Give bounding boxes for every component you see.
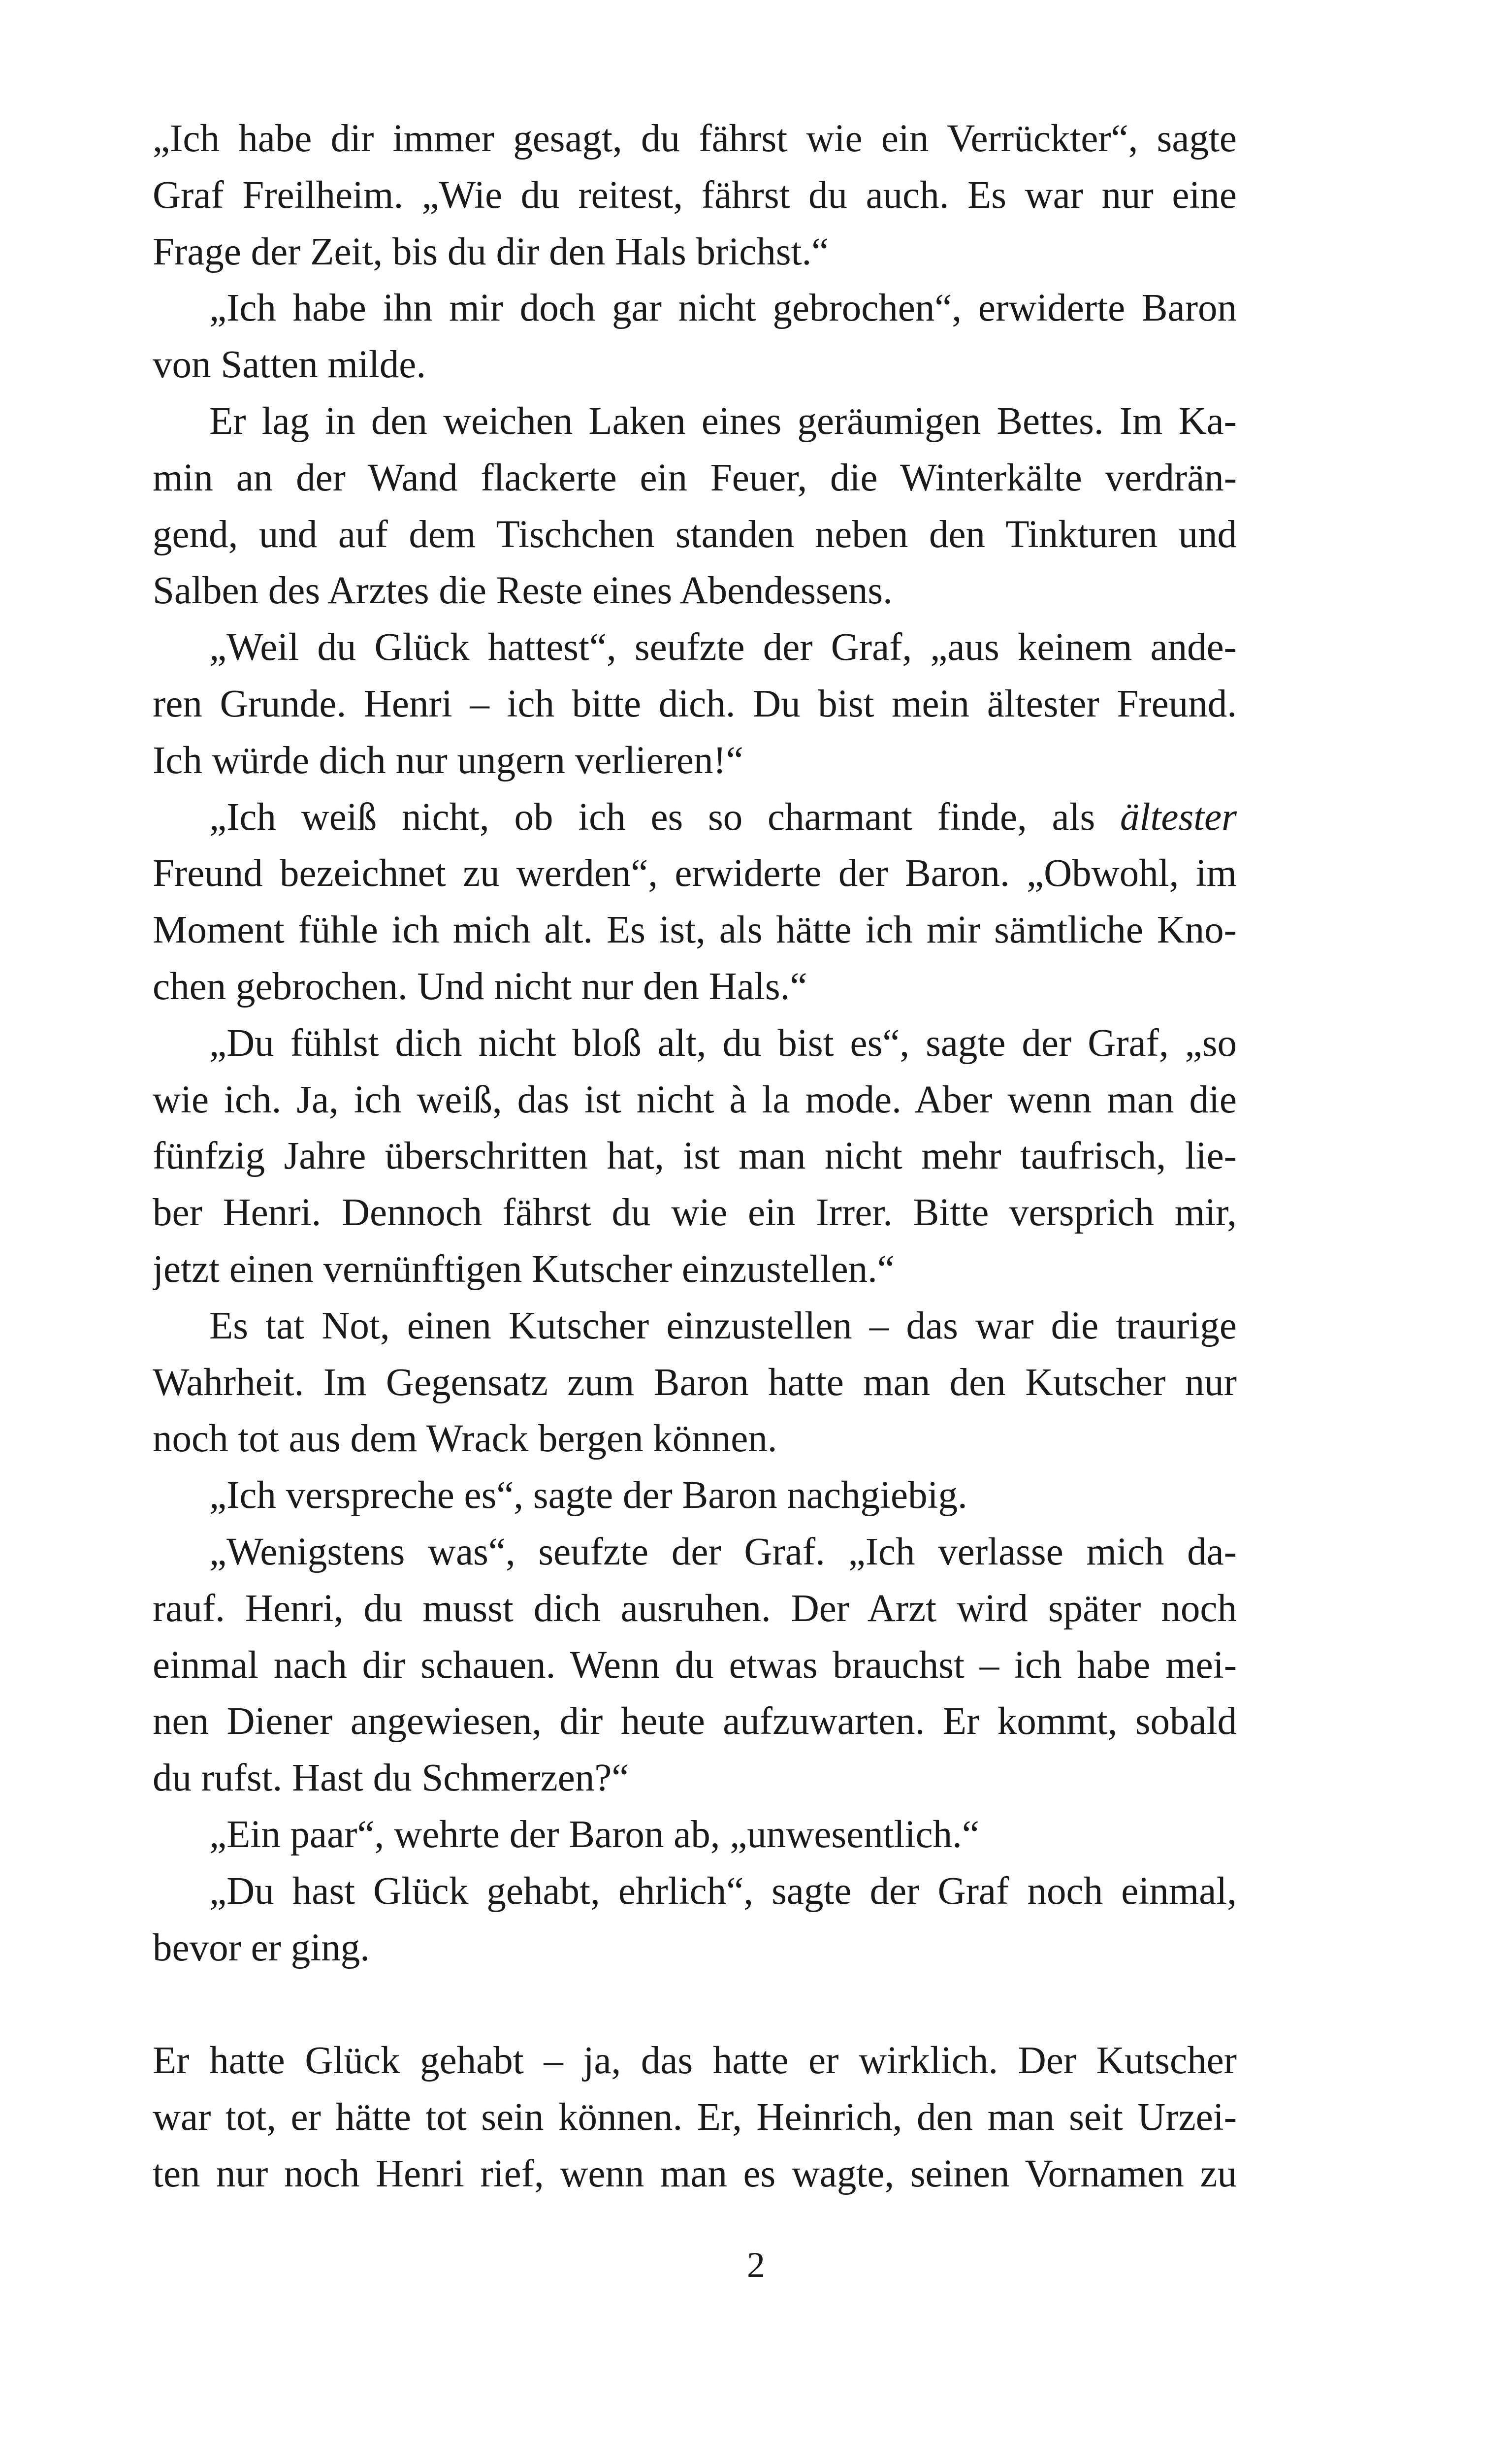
text-line: du rufst. Hast du Schmerzen?“ bbox=[153, 1757, 629, 1800]
text-line: Er lag in den weichen Laken eines geräumigen Bettes. Im Ka- bbox=[209, 399, 1237, 443]
text-line: Salben des Arztes die Reste eines Abendessens. bbox=[153, 569, 893, 613]
paragraph bbox=[153, 789, 1237, 1015]
text-line: Graf Freilheim. „Wie du reitest, fährst du auch. Es war nur eine bbox=[153, 173, 1237, 217]
paragraph bbox=[153, 1298, 1237, 1467]
emphasized-word: ältester bbox=[1120, 795, 1237, 839]
section-break bbox=[153, 1976, 1237, 2033]
text-line: war tot, er hätte tot sein können. Er, Heinrich, den man seit Urzei- bbox=[153, 2095, 1237, 2139]
text-line: „Weil du Glück hattest“, seufzte der Graf, „aus keinem ande- bbox=[209, 626, 1237, 669]
paragraph bbox=[153, 393, 1237, 619]
text-line: einmal nach dir schauen. Wenn du etwas brauchst – ich habe mei- bbox=[153, 1643, 1237, 1687]
text-line: ren Grunde. Henri – ich bitte dich. Du bist mein ältester Freund. bbox=[153, 682, 1237, 725]
paragraph bbox=[153, 2033, 1237, 2202]
text-line: min an der Wand flackerte ein Feuer, die Winterkälte verdrän- bbox=[153, 456, 1237, 499]
text-line: „Du fühlst dich nicht bloß alt, du bist es“, sagte der Graf, „so bbox=[209, 1021, 1237, 1065]
paragraph bbox=[153, 1524, 1237, 1807]
text-line: Moment fühle ich mich alt. Es ist, als hätte ich mir sämtliche Kno- bbox=[153, 909, 1237, 952]
text-line: ten nur noch Henri rief, wenn man es wagte, seinen Vornamen zu bbox=[153, 2152, 1237, 2195]
text-line: Es tat Not, einen Kutscher einzustellen – das war die traurige bbox=[209, 1304, 1237, 1347]
text-line: Wahrheit. Im Gegensatz zum Baron hatte man den Kutscher nur bbox=[153, 1361, 1237, 1404]
text-line: „Ich verspreche es“, sagte der Baron nachgiebig. bbox=[209, 1474, 967, 1517]
paragraph bbox=[153, 1015, 1237, 1298]
page-body bbox=[153, 111, 1237, 2202]
text-line: noch tot aus dem Wrack bergen können. bbox=[153, 1417, 777, 1461]
paragraph bbox=[153, 619, 1237, 789]
paragraph bbox=[153, 1863, 1237, 1977]
text-line: jetzt einen vernünftigen Kutscher einzustellen.“ bbox=[153, 1247, 895, 1291]
text-line: Freund bezeichnet zu werden“, erwiderte der Baron. „Obwohl, im bbox=[153, 852, 1237, 895]
text-line: ber Henri. Dennoch fährst du wie ein Irrer. Bitte versprich mir, bbox=[153, 1191, 1237, 1235]
text-line: „Ich habe dir immer gesagt, du fährst wie ein Verrückter“, sagte bbox=[153, 117, 1237, 160]
text-line: nen Diener angewiesen, dir heute aufzuwarten. Er kommt, sobald bbox=[153, 1700, 1237, 1743]
text-line: Ich würde dich nur ungern verlieren!“ bbox=[153, 739, 743, 782]
text-line bbox=[153, 789, 1237, 846]
text-line: von Satten milde. bbox=[153, 343, 426, 387]
page-number: 2 bbox=[747, 2245, 765, 2285]
paragraph bbox=[153, 1467, 1237, 1524]
text-line: bevor er ging. bbox=[153, 1926, 370, 1969]
paragraph bbox=[153, 280, 1237, 393]
text-segment: „Ich weiß nicht, ob ich es so charmant finde, als bbox=[209, 795, 1121, 839]
text-line: wie ich. Ja, ich weiß, das ist nicht à la mode. Aber wenn man die bbox=[153, 1078, 1237, 1121]
text-line: „Wenigstens was“, seufzte der Graf. „Ich verlasse mich da- bbox=[209, 1530, 1237, 1573]
text-line: „Ich habe ihn mir doch gar nicht gebrochen“, erwiderte Baron bbox=[209, 287, 1237, 330]
text-line: rauf. Henri, du musst dich ausruhen. Der Arzt wird später noch bbox=[153, 1587, 1237, 1630]
text-line: gend, und auf dem Tischchen standen neben den Tinkturen und bbox=[153, 513, 1237, 556]
text-line: „Ein paar“, wehrte der Baron ab, „unwesentlich.“ bbox=[209, 1813, 979, 1856]
paragraph bbox=[153, 111, 1237, 280]
text-line: chen gebrochen. Und nicht nur den Hals.“ bbox=[153, 965, 807, 1008]
paragraph bbox=[153, 1807, 1237, 1863]
text-line: fünfzig Jahre überschritten hat, ist man nicht mehr taufrisch, lie- bbox=[153, 1135, 1237, 1178]
text-line: „Du hast Glück gehabt, ehrlich“, sagte der Graf noch einmal, bbox=[209, 1869, 1237, 1913]
text-line: Er hatte Glück gehabt – ja, das hatte er wirklich. Der Kutscher bbox=[153, 2039, 1237, 2083]
text-line: Frage der Zeit, bis du dir den Hals brichst.“ bbox=[153, 230, 829, 273]
